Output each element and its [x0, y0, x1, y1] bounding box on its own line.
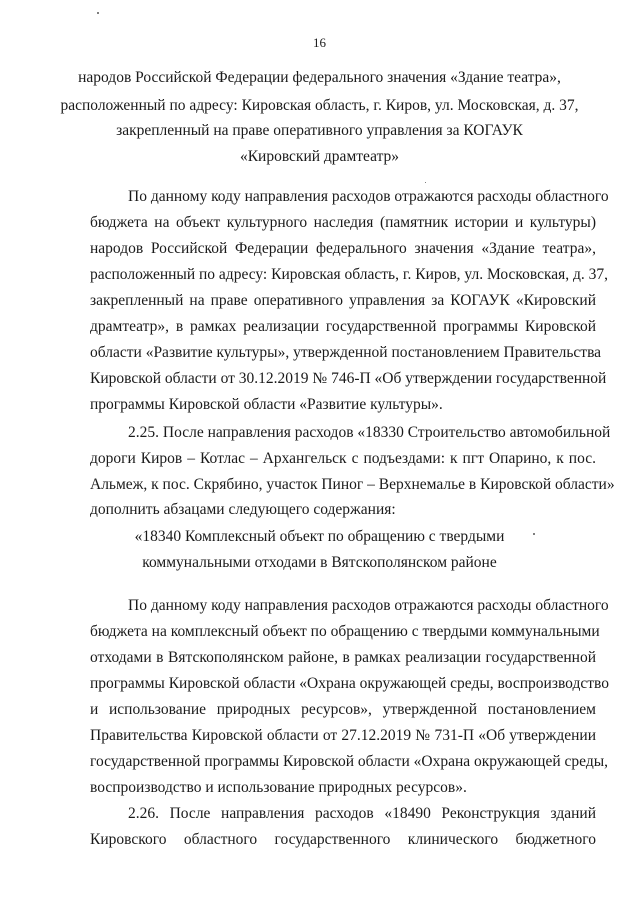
paragraph-line: Кировского областного государственного клинического бюджетного [90, 831, 596, 848]
paragraph-line: 2.25. После направления расходов «18330 Строительство автомобильной [128, 424, 611, 441]
heading-line: «Кировский драмтеатр» [239, 148, 400, 165]
paragraph-line: программы Кировской области «Развитие культуры». [90, 396, 443, 413]
heading-line: закрепленный на праве оперативного управления за КОГАУК [116, 122, 523, 139]
scan-speck [533, 533, 535, 535]
paragraph-line: отходами в Вятскополянском районе, в рамках реализации государственной [90, 649, 596, 666]
heading-line: «18340 Комплексный объект по обращению с твердыми [134, 528, 505, 545]
paragraph-line: дополнить абзацами следующего содержания: [90, 501, 396, 518]
paragraph-line: бюджета на объект культурного наследия (памятник истории и культуры) [90, 214, 596, 231]
paragraph-line: и использование природных ресурсов», утвержденной постановлением [90, 701, 596, 718]
paragraph-line: Правительства Кировской области от 27.12.2019 № 731-П «Об утверждении [90, 727, 596, 744]
heading-line: народов Российской Федерации федерального значения «Здание театра», [78, 69, 561, 86]
paragraph-line: бюджета на комплексный объект по обращению с твердыми коммунальными [90, 623, 600, 640]
paragraph-line: государственной программы Кировской области «Охрана окружающей среды, [90, 753, 609, 770]
scan-speck [425, 182, 426, 183]
paragraph-line: расположенный по адресу: Кировская область, г. Киров, ул. Московская, д. 37, [90, 266, 609, 283]
paragraph-line: драмтеатр», в рамках реализации государственной программы Кировской [90, 318, 596, 335]
paragraph-line: программы Кировской области «Охрана окружающей среды, воспроизводство [90, 675, 609, 692]
page-number: 16 [313, 35, 326, 50]
paragraph-line: 2.26. После направления расходов «18490 Реконструкция зданий [128, 805, 596, 822]
paragraph-line: области «Развитие культуры», утвержденной постановлением Правительства [90, 344, 602, 361]
paragraph-line: дороги Киров – Котлас – Архангельск с подъездами: к пгт Опарино, к пос. [90, 450, 596, 467]
heading-line: расположенный по адресу: Кировская область, г. Киров, ул. Московская, д. 37, [60, 97, 579, 114]
paragraph-line: По данному коду направления расходов отражаются расходы областного [128, 188, 609, 205]
paragraph-line: воспроизводство и использование природных ресурсов». [90, 779, 467, 796]
paragraph-line: Кировской области от 30.12.2019 № 746-П «Об утверждении государственной [90, 370, 607, 387]
scan-speck [97, 12, 99, 14]
paragraph-line: По данному коду направления расходов отражаются расходы областного [128, 597, 609, 614]
paragraph-line: народов Российской Федерации федерального значения «Здание театра», [90, 240, 596, 257]
paragraph-line: закрепленный на праве оперативного управления за КОГАУК «Кировский [90, 292, 596, 309]
heading-line: коммунальными отходами в Вятскополянском районе [142, 554, 497, 571]
paragraph-line: Альмеж, к пос. Скрябино, участок Пиног – Верхнемалье в Кировской области» [90, 476, 615, 493]
